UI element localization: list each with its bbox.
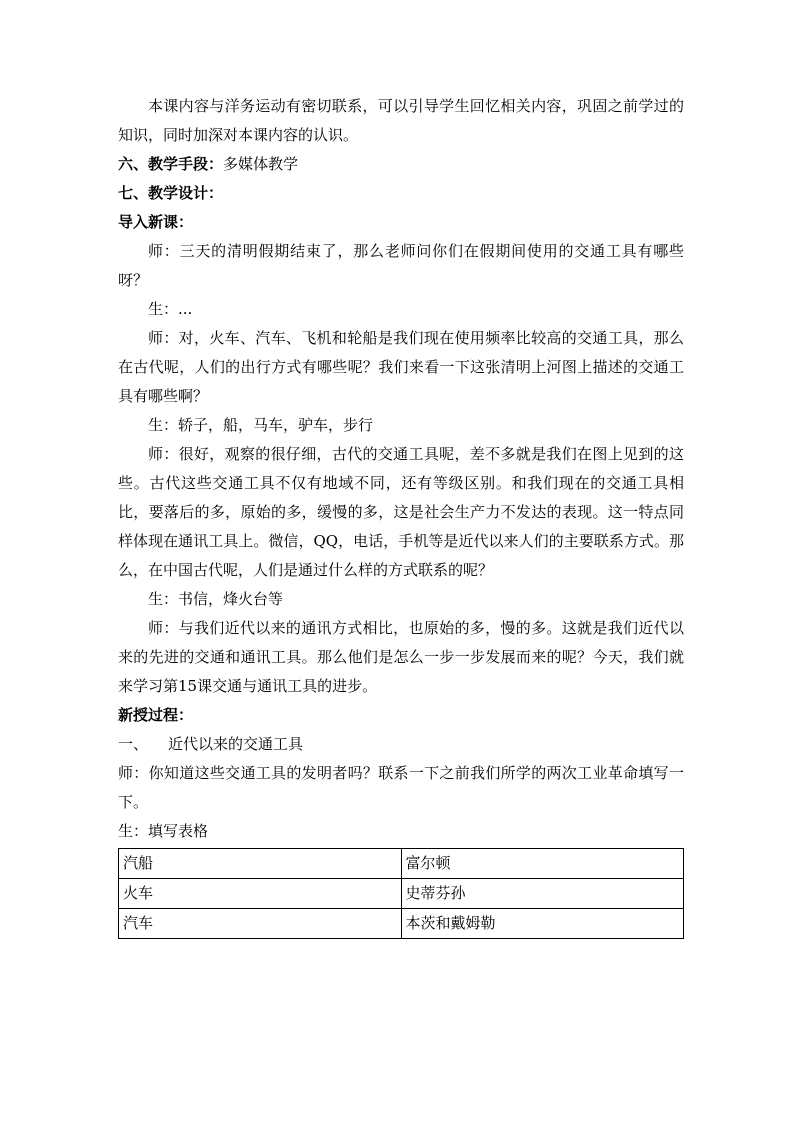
paragraph-intro: 本课内容与洋务运动有密切联系，可以引导学生回忆相关内容，巩固之前学过的知识，同时加深对本课内容的认识。 [118,97,684,144]
teacher-line-3: 师：很好，观察的很仔细，古代的交通工具呢，差不多就是我们在图上见到的这些。古代这些交通工具不仅有地域不同，还有等级区别。和我们现在的交通工具相比，要落后的多，原始的多，缓慢的多，这是社会生产力不发达的表现。这一特点同样体现在通讯工具上。微信，QQ，电话，手机等是近代以来人们的主要联系方式。那么，在中国古代呢，人们是通过什么样的方式联系的呢？ [118,445,684,579]
table-cell-vehicle: 汽车 [119,909,402,939]
student-line-3: 生：书信，烽火台等 [148,590,284,608]
section-6-text: 多媒体教学 [223,155,299,173]
section-6 [118,150,684,179]
table-row [119,879,684,909]
section-6-heading: 六、教学手段： [118,155,224,173]
table-cell-vehicle: 汽船 [119,849,402,879]
document-page [118,92,684,939]
teacher-line-5: 师：你知道这些交通工具的发明者吗？联系一下之前我们所学的两次工业革命填写一下。 [118,764,684,811]
table-row [119,849,684,879]
table-cell-vehicle: 火车 [119,879,402,909]
student-line-1: 生：... [148,300,193,318]
new-lesson-heading: 新授过程： [118,706,194,724]
section-7-heading: 七、教学设计： [118,184,224,202]
list-item-1-text: 近代以来的交通工具 [168,735,304,753]
teacher-line-1: 师：三天的清明假期结束了，那么老师问你们在假期间使用的交通工具有哪些呀？ [118,242,684,289]
table-row [119,909,684,939]
teacher-line-2: 师：对，火车、汽车、飞机和轮船是我们现在使用频率比较高的交通工具，那么在古代呢，人们的出行方式有哪些呢？我们来看一下这张清明上河图上描述的交通工具有哪些啊？ [118,329,684,405]
student-line-4: 生：填写表格 [118,822,209,840]
table-cell-inventor: 本茨和戴姆勒 [401,909,684,939]
student-line-2: 生：轿子，船，马车，驴车，步行 [148,416,374,434]
list-item-1 [118,730,684,759]
table-cell-inventor: 富尔顿 [401,849,684,879]
table-cell-inventor: 史蒂芬孙 [401,879,684,909]
intro-heading: 导入新课： [118,213,194,231]
teacher-line-4: 师：与我们近代以来的通讯方式相比，也原始的多，慢的多。这就是我们近代以来的先进的交通和通讯工具。那么他们是怎么一步一步发展而来的呢？今天，我们就来学习第15课交通与通讯工具的进步。 [118,619,684,695]
inventor-table [118,848,684,939]
list-item-1-number: 一、 [118,735,149,753]
